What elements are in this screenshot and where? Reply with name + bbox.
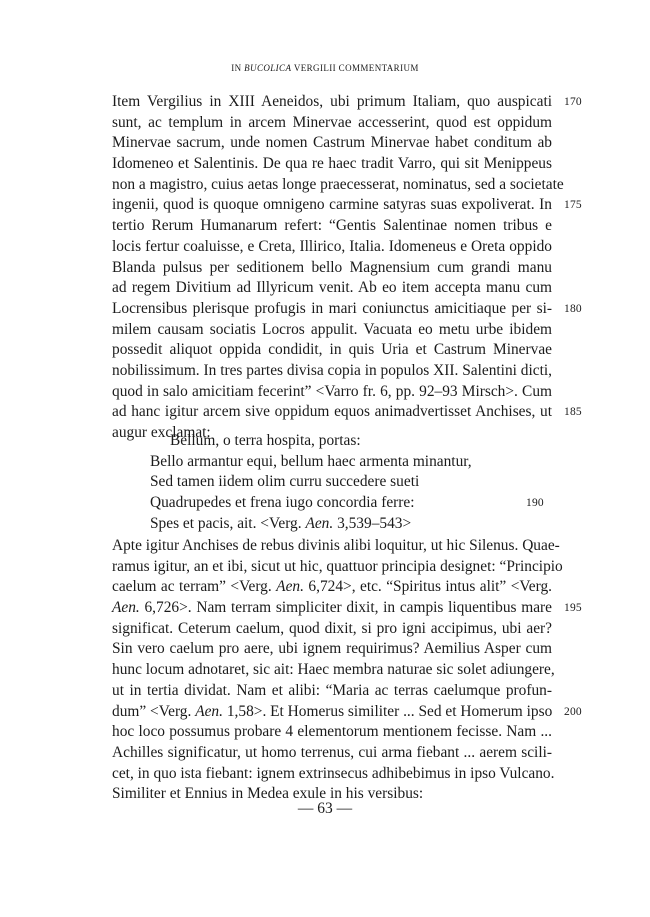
text-line: possedit aliquot oppida condidit, in quis Uria et Castrum Minervae (112, 341, 552, 359)
text-line: Blanda pulsus per seditionem bello Magnensium cum grandi manu (112, 258, 552, 276)
page-number: — 63 — (297, 800, 353, 817)
line-number: 185 (564, 406, 582, 419)
verse-line: Bellum, o terra hospita, portas: (170, 432, 361, 449)
text-line: Sin vero caelum pro aere, ubi ignem requirimus? Aemilius Asper cum (112, 640, 552, 658)
text-line: milem causam sociatis Locros appulit. Vacuata eo metu urbe ibidem (112, 320, 552, 338)
text-line: hoc loco possumus probare 4 elementorum mentionem fecisse. Nam ... (112, 723, 552, 741)
text-line: ad regem Divitium ad Illyricum venit. Ab eo item accepta manu cum (112, 279, 552, 297)
line-number: 170 (564, 96, 582, 108)
running-head (0, 63, 650, 73)
text-line: significat. Ceterum caelum, quod dixit, si pro igni accipimus, ubi aer? (112, 619, 552, 637)
line-number: 175 (564, 199, 582, 212)
line-number: 180 (564, 302, 582, 315)
text-line: quod in salo amicitiam fecerint” <Varro fr. 6, pp. 92–93 Mirsch>. Cum (112, 382, 552, 400)
text-line: caelum ac terram” <Verg. Aen. 6,724>, etc. “Spiritus intus alit” <Verg. (112, 578, 552, 596)
text-line: non a magistro, cuius aetas longe praecesserat, nominatus, sed a societate (112, 175, 564, 193)
text-line: Idomeneo et Salentinis. De qua re haec tradit Varro, qui sit Menippeus (112, 155, 552, 173)
text-line: locis fertur coaluisse, e Creta, Illirico, Italia. Idomeneus e Oreta oppido (112, 237, 552, 255)
text-line: Minervae sacrum, unde nomen Castrum Minervae habet conditum ab (112, 134, 552, 152)
text-line: Aen. 6,726>. Nam terram simpliciter dixit, in campis liquentibus mare 195 (112, 598, 552, 619)
running-head-suffix: VERGILII COMMENTARIUM (291, 63, 419, 73)
text-line: ingenii, quod is quoque omnigeno carmine satyras suas expoliverat. In 175 (112, 195, 552, 216)
verse-line: Spes et pacis, ait. <Verg. Aen. 3,539–543> (150, 514, 412, 532)
paragraph-1 (112, 92, 582, 444)
text-line: hunc locum adnotaret, sic ait: Haec membra naturae sic solet adiungere, (112, 661, 555, 679)
text-line: Apte igitur Anchises de rebus divinis alibi loquitur, ut hic Silenus. Quae- (112, 537, 560, 554)
line-number: 195 (564, 602, 582, 615)
text-line: ut in tertia dividat. Nam et alibi: “Maria ac terras caelumque profun- (112, 681, 552, 699)
line-number: 200 (564, 705, 582, 718)
text-line: Locrensibus plerisque profugis in mari coniunctus amicitiaque per si- 180 (112, 299, 552, 320)
text-line: sunt, ac templum in arcem Minervae accesserint, quod est oppidum (112, 113, 552, 131)
line-number: 190 (526, 497, 544, 510)
verse-line: Bello armantur equi, bellum haec armenta minantur, (150, 452, 472, 470)
verse-quotation (112, 431, 552, 534)
text-line: augur exclamat: (112, 424, 211, 441)
text-line: Similiter et Ennius in Medea exule in his versibus: (112, 785, 424, 803)
text-line: dum” <Verg. Aen. 1,58>. Et Homerus similiter ... Sed et Homerum ipso 200 (112, 702, 552, 723)
paragraph-2 (112, 536, 582, 805)
text-line: Item Vergilius in XIII Aeneidos, ubi primum Italiam, quo auspicati 170 (112, 92, 552, 113)
text-line: ramus igitur, an et ibi, sicut ut hic, quattuor principia designet: “Principio (112, 557, 563, 575)
running-head-italic: BUCOLICA (244, 63, 292, 73)
text-line: ad hanc igitur arcem sive oppidum equos animadvertisset Anchises, ut 185 (112, 402, 552, 423)
verse-line: Sed tamen iidem olim curru succedere sueti (150, 473, 420, 491)
text-line: tertio Rerum Humanarum refert: “Gentis Salentinae nomen tribus e (112, 217, 552, 235)
running-head-prefix: IN (231, 63, 245, 73)
text-line: nobilissimum. In tres partes divisa copia in populos XII. Salentini dicti, (112, 361, 552, 379)
text-line: Achilles significatur, ut homo terrenus, cui arma fiebant ... aerem scili- (112, 743, 552, 761)
text-line: cet, in quo ista fiebant: ignem extrinsecus adhibebimus in ipso Vulcano. (112, 764, 555, 782)
verse-line: Quadrupedes et frena iugo concordia ferre: 190 (112, 493, 552, 514)
